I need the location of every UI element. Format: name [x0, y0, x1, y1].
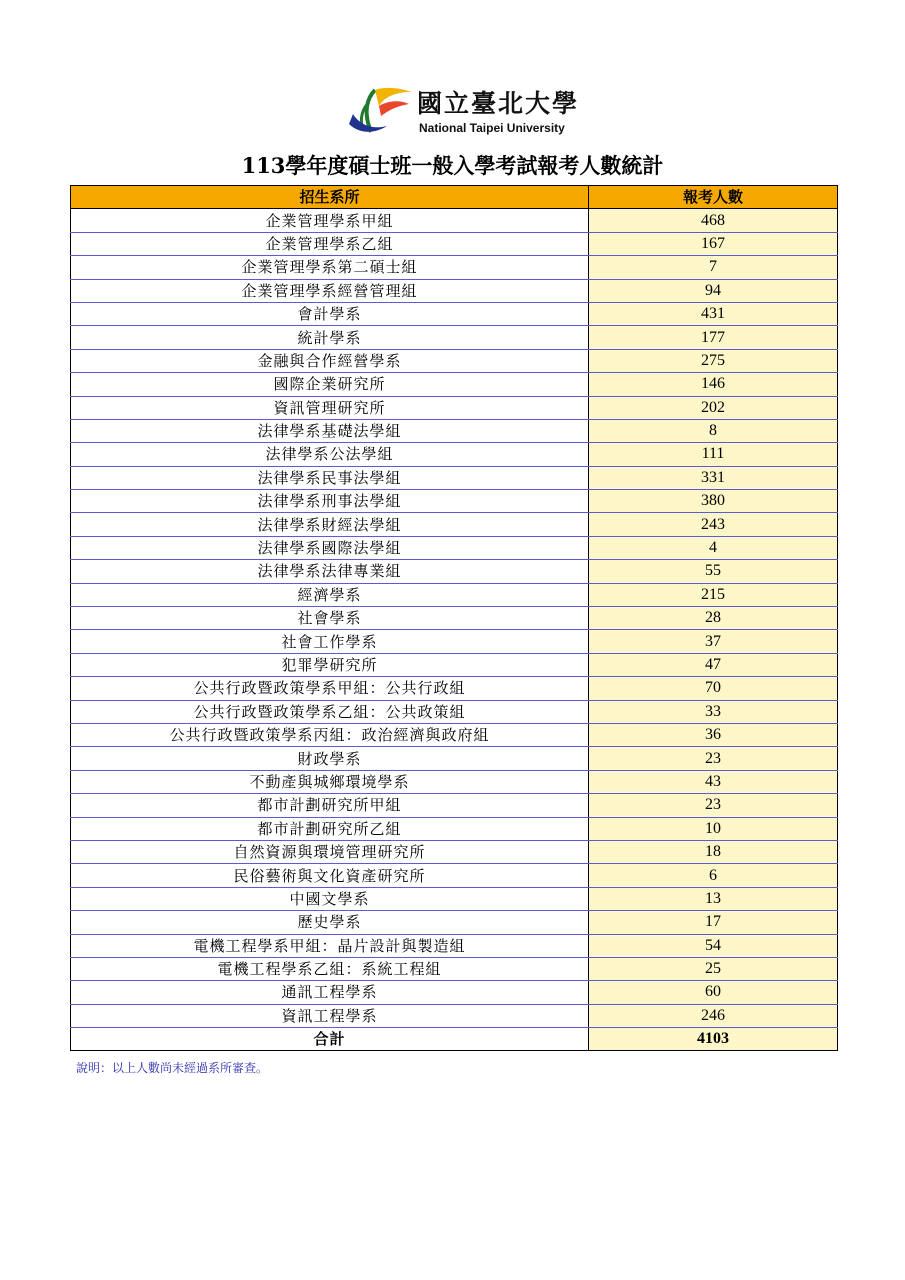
applicant-count-cell: 47	[589, 653, 838, 676]
table-row	[71, 560, 838, 583]
table-row	[71, 419, 838, 442]
department-name-cell: 資訊工程學系	[71, 1004, 589, 1027]
table-row	[71, 373, 838, 396]
applicant-count-cell: 380	[589, 490, 838, 513]
applicant-count-cell: 8	[589, 419, 838, 442]
applicant-count-cell: 43	[589, 770, 838, 793]
applicant-count-cell: 202	[589, 396, 838, 419]
table-row	[71, 607, 838, 630]
department-name-cell: 法律學系民事法學組	[71, 466, 589, 489]
total-count: 4103	[589, 1028, 838, 1051]
applicant-count-cell: 146	[589, 373, 838, 396]
table-row	[71, 1004, 838, 1027]
department-name-cell: 民俗藝術與文化資產研究所	[71, 864, 589, 887]
table-row	[71, 677, 838, 700]
department-name-cell: 公共行政暨政策學系丙組：政治經濟與政府組	[71, 723, 589, 746]
department-name-cell: 法律學系財經法學組	[71, 513, 589, 536]
table-row	[71, 957, 838, 980]
department-name-cell: 企業管理學系經營管理組	[71, 279, 589, 302]
table-header-row	[71, 186, 838, 209]
applicant-count-cell: 111	[589, 443, 838, 466]
column-header-department: 招生系所	[71, 186, 589, 209]
table-row	[71, 840, 838, 863]
table-row	[71, 466, 838, 489]
table-total-row	[71, 1028, 838, 1051]
department-name-cell: 都市計劃研究所乙組	[71, 817, 589, 840]
department-name-cell: 企業管理學系乙組	[71, 232, 589, 255]
table-row	[71, 911, 838, 934]
applicant-count-cell: 18	[589, 840, 838, 863]
department-name-cell: 法律學系基礎法學組	[71, 419, 589, 442]
table-body	[71, 209, 838, 1028]
table-row	[71, 302, 838, 325]
department-name-cell: 社會學系	[71, 607, 589, 630]
applicant-count-cell: 54	[589, 934, 838, 957]
applicant-count-cell: 468	[589, 209, 838, 232]
table-row	[71, 209, 838, 232]
logo-english-name: National Taipei University	[419, 121, 565, 135]
department-name-cell: 財政學系	[71, 747, 589, 770]
department-name-cell: 法律學系公法學組	[71, 443, 589, 466]
applicant-count-cell: 6	[589, 864, 838, 887]
table-row	[71, 934, 838, 957]
applicant-count-cell: 167	[589, 232, 838, 255]
applicant-count-cell: 431	[589, 302, 838, 325]
department-name-cell: 法律學系法律專業組	[71, 560, 589, 583]
applicant-count-cell: 25	[589, 957, 838, 980]
department-name-cell: 電機工程學系乙組：系統工程組	[71, 957, 589, 980]
department-name-cell: 中國文學系	[71, 887, 589, 910]
department-name-cell: 企業管理學系第二碩士組	[71, 256, 589, 279]
table-row	[71, 349, 838, 372]
logo-emblem-icon	[345, 84, 413, 140]
table-row	[71, 794, 838, 817]
table-row	[71, 443, 838, 466]
department-name-cell: 通訊工程學系	[71, 981, 589, 1004]
department-name-cell: 企業管理學系甲組	[71, 209, 589, 232]
table-row	[71, 723, 838, 746]
table-row	[71, 887, 838, 910]
department-name-cell: 法律學系刑事法學組	[71, 490, 589, 513]
logo-chinese-name: 國立臺北大學	[417, 89, 580, 118]
department-name-cell: 社會工作學系	[71, 630, 589, 653]
applicant-count-cell: 177	[589, 326, 838, 349]
department-name-cell: 法律學系國際法學組	[71, 536, 589, 559]
department-name-cell: 會計學系	[71, 302, 589, 325]
department-name-cell: 電機工程學系甲組：晶片設計與製造組	[71, 934, 589, 957]
university-logo	[345, 84, 580, 140]
applicant-count-cell: 7	[589, 256, 838, 279]
table-row	[71, 232, 838, 255]
applicant-count-cell: 23	[589, 747, 838, 770]
table-row	[71, 864, 838, 887]
table-row	[71, 653, 838, 676]
department-name-cell: 公共行政暨政策學系乙組：公共政策組	[71, 700, 589, 723]
table-row	[71, 981, 838, 1004]
department-name-cell: 資訊管理研究所	[71, 396, 589, 419]
department-name-cell: 犯罪學研究所	[71, 653, 589, 676]
applicant-count-cell: 37	[589, 630, 838, 653]
department-name-cell: 不動產與城鄉環境學系	[71, 770, 589, 793]
applicant-count-cell: 215	[589, 583, 838, 606]
applicant-count-cell: 331	[589, 466, 838, 489]
table-row	[71, 326, 838, 349]
applicant-count-cell: 4	[589, 536, 838, 559]
applicant-count-cell: 36	[589, 723, 838, 746]
table-row	[71, 513, 838, 536]
department-name-cell: 都市計劃研究所甲組	[71, 794, 589, 817]
table-row	[71, 630, 838, 653]
department-name-cell: 歷史學系	[71, 911, 589, 934]
table-row	[71, 817, 838, 840]
table-row	[71, 536, 838, 559]
applicant-count-cell: 275	[589, 349, 838, 372]
applicant-count-table	[70, 185, 838, 1051]
total-label: 合計	[71, 1028, 589, 1051]
applicant-count-cell: 60	[589, 981, 838, 1004]
applicant-count-cell: 55	[589, 560, 838, 583]
department-name-cell: 統計學系	[71, 326, 589, 349]
footnote: 說明：以上人數尚未經過系所審查。	[76, 1061, 269, 1075]
column-header-applicants: 報考人數	[589, 186, 838, 209]
table-row	[71, 256, 838, 279]
table-row	[71, 700, 838, 723]
applicant-count-cell: 94	[589, 279, 838, 302]
applicant-count-cell: 243	[589, 513, 838, 536]
table-row	[71, 747, 838, 770]
department-name-cell: 國際企業研究所	[71, 373, 589, 396]
department-name-cell: 公共行政暨政策學系甲組：公共行政組	[71, 677, 589, 700]
table-row	[71, 490, 838, 513]
page-title: 113學年度碩士班一般入學考試報考人數統計	[241, 153, 664, 178]
table-row	[71, 583, 838, 606]
applicant-count-cell: 17	[589, 911, 838, 934]
applicant-count-cell: 33	[589, 700, 838, 723]
table-row	[71, 396, 838, 419]
table-row	[71, 770, 838, 793]
applicant-count-cell: 246	[589, 1004, 838, 1027]
applicant-count-cell: 23	[589, 794, 838, 817]
applicant-count-cell: 70	[589, 677, 838, 700]
applicant-count-cell: 13	[589, 887, 838, 910]
department-name-cell: 經濟學系	[71, 583, 589, 606]
table-row	[71, 279, 838, 302]
department-name-cell: 金融與合作經營學系	[71, 349, 589, 372]
applicant-count-cell: 28	[589, 607, 838, 630]
applicant-count-cell: 10	[589, 817, 838, 840]
department-name-cell: 自然資源與環境管理研究所	[71, 840, 589, 863]
